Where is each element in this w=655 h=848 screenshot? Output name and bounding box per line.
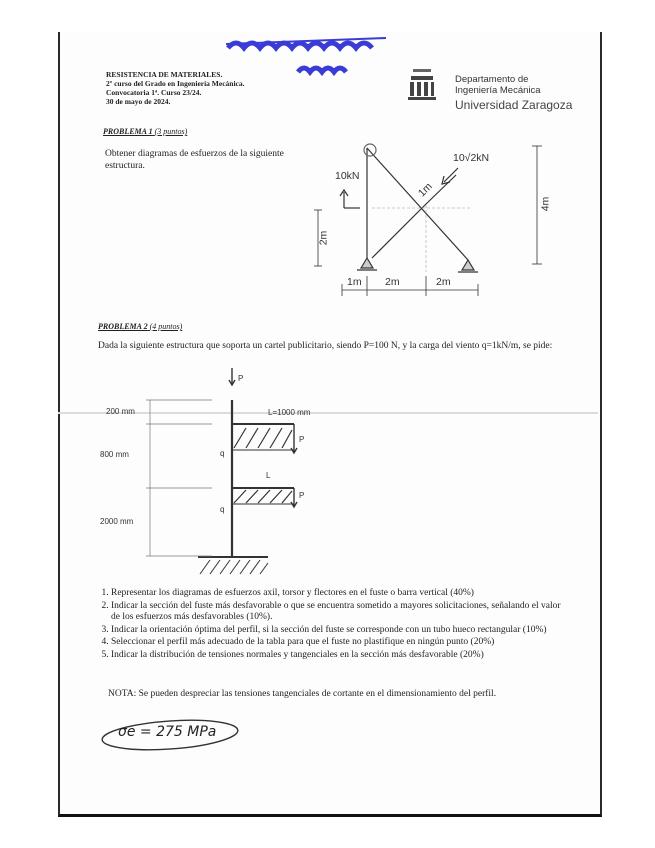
height-left-label: 2m <box>317 230 330 246</box>
department-line: Ingeniería Mecánica <box>455 85 541 96</box>
question-item: 5. Indicar la distribución de tensiones normales y tangenciales en la sección más desfavorable (20%) <box>111 650 565 662</box>
university-name: Universidad Zaragoza <box>455 98 573 112</box>
dim-2000mm: 2000 mm <box>100 517 134 526</box>
wind-q-upper: q <box>220 449 225 458</box>
header-line: RESISTENCIA DE MATERIALES. <box>106 70 223 79</box>
dim-800mm: 800 mm <box>100 450 129 459</box>
problem2-title-text: PROBLEMA 2 <box>98 322 148 331</box>
note-text: NOTA: Se pueden despreciar las tensiones tangenciales de cortante en el dimensionamiento del perfil. <box>108 689 497 699</box>
problem2-statement: Dada la siguiente estructura que soporta un cartel publicitario, siendo P=100 N, y la carga del viento q=1kN/m, se pide: <box>98 341 553 351</box>
load-p-top: P <box>238 374 244 383</box>
problem1-statement: Obtener diagramas de esfuerzos de la siguiente estructura. <box>105 149 284 171</box>
handwritten-yield-stress: σe = 275 MPa <box>118 724 217 740</box>
dim-2m-label: 2m <box>436 276 451 288</box>
department-line: Departamento de <box>455 74 529 85</box>
force-right-label: 10√2kN <box>453 152 490 164</box>
diagonal-length-label: 1m <box>415 180 435 200</box>
question-item: 1. Representar los diagramas de esfuerzos axil, torsor y flectores en el fuste o barra vertical (40%) <box>111 588 565 600</box>
height-right-label: 4m <box>539 196 552 212</box>
problem1-title-text: PROBLEMA 1 <box>103 127 153 136</box>
force-left-label: 10kN <box>335 170 360 182</box>
problem1-points: (3 puntos) <box>154 127 188 136</box>
question-item: 4. Seleccionar el perfil más adecuado de la tabla para que el fuste no plastifique en ningún punto (20%) <box>111 637 565 649</box>
header-line: 2º curso del Grado en Ingeniería Mecánica. <box>106 79 245 88</box>
header-line: Convocatoria 1ª. Curso 23/24. <box>106 88 202 97</box>
dim-2m-label: 2m <box>385 276 400 288</box>
question-item: 2. Indicar la sección del fuste más desfavorable o que se encuentra sometido a mayores solicitaciones, señalando el valor de los esfuerzos más desfavorables (10%). <box>111 601 565 624</box>
problem2-points: (4 puntos) <box>149 322 183 331</box>
beam-l-label: L <box>266 471 271 480</box>
dim-200mm: 200 mm <box>106 407 135 416</box>
question-item: 3. Indicar la orientación óptima del perfil, si la sección del fuste se corresponde con un tubo hueco rectangular (10%) <box>111 625 565 637</box>
dim-1m-label: 1m <box>347 276 362 288</box>
load-p-upper: P <box>299 435 305 444</box>
header-line: 30 de mayo de 2024. <box>106 97 171 106</box>
wind-q-lower: q <box>220 505 225 514</box>
beam-length-label: L=1000 mm <box>268 408 311 417</box>
load-p-lower: P <box>299 491 305 500</box>
